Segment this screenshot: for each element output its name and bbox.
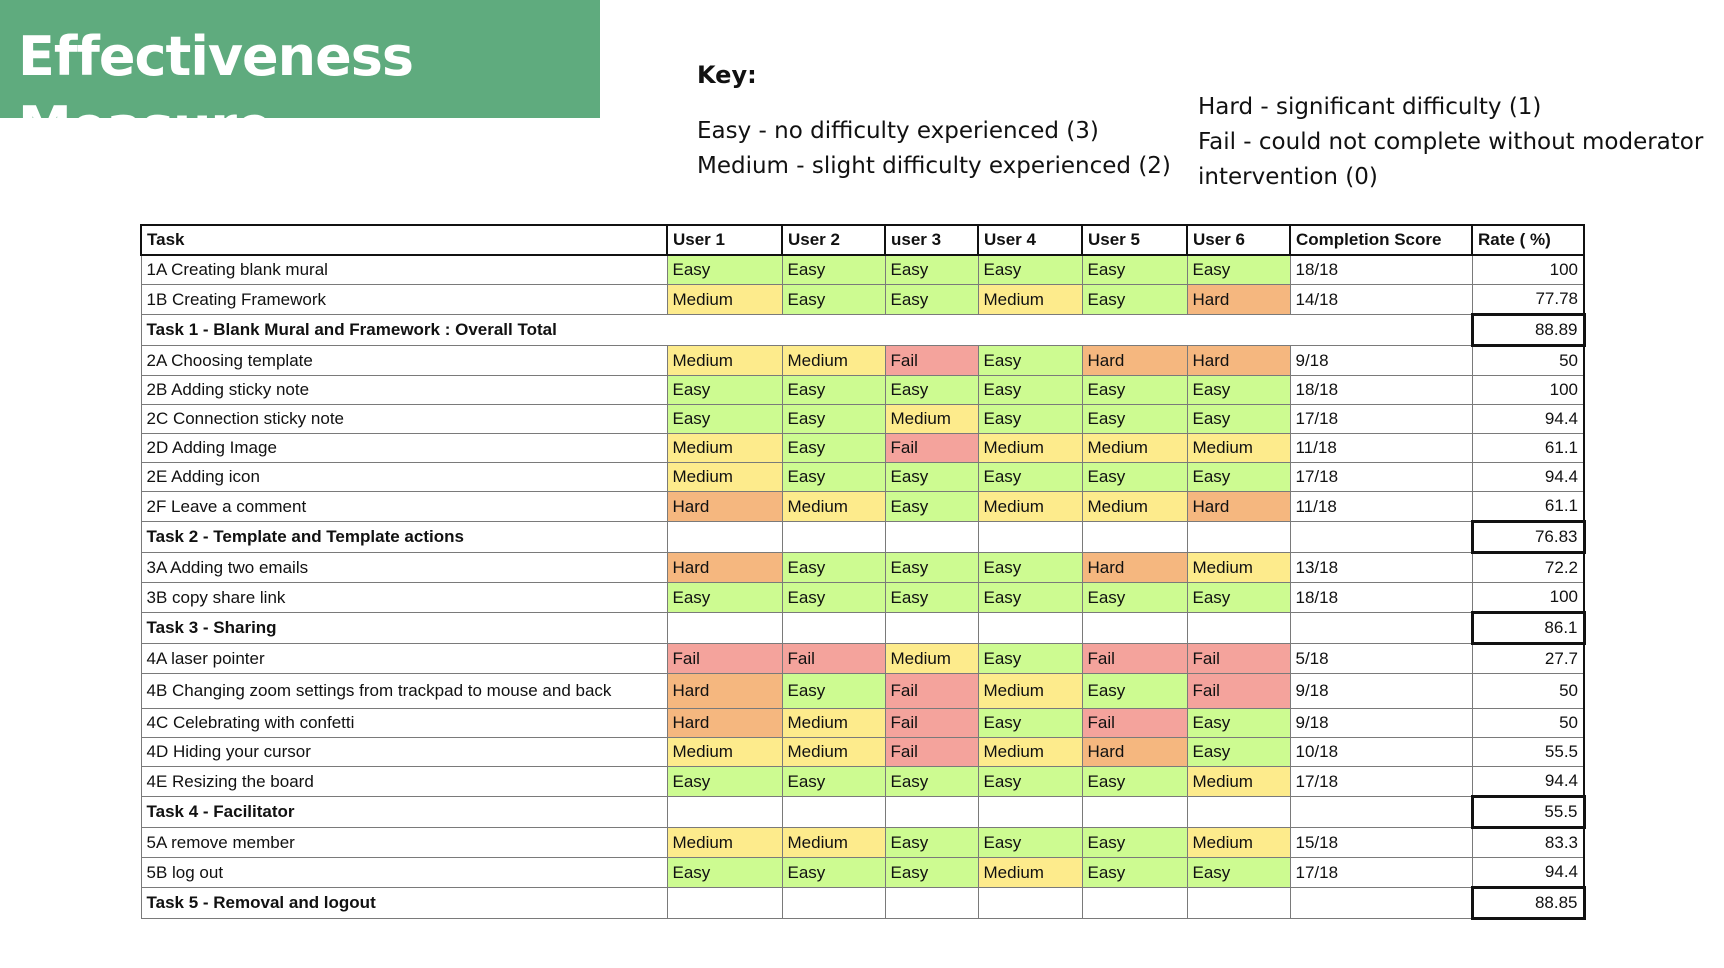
title-banner <box>0 0 600 158</box>
rating-cell: Easy <box>1082 463 1187 492</box>
column-header: user 3 <box>885 225 978 255</box>
empty-cell <box>978 797 1082 828</box>
column-header: User 6 <box>1187 225 1290 255</box>
rating-cell: Fail <box>1187 674 1290 709</box>
total-rate: 55.5 <box>1472 797 1584 828</box>
rating-cell: Medium <box>1187 767 1290 797</box>
completion-score: 18/18 <box>1290 376 1472 405</box>
effectiveness-table <box>140 224 1586 920</box>
key-easy: Easy - no difficulty experienced (3) <box>697 118 1099 144</box>
total-rate: 76.83 <box>1472 522 1584 553</box>
task-name: 4D Hiding your cursor <box>141 738 667 767</box>
column-header: User 4 <box>978 225 1082 255</box>
rate-value: 55.5 <box>1472 738 1584 767</box>
table-row <box>141 492 1584 522</box>
table-row <box>141 674 1584 709</box>
rating-cell: Easy <box>782 434 885 463</box>
empty-cell <box>1290 522 1472 553</box>
table-row <box>141 858 1584 888</box>
completion-score: 17/18 <box>1290 463 1472 492</box>
rating-cell: Medium <box>782 828 885 858</box>
rating-cell: Hard <box>1082 738 1187 767</box>
rating-cell: Medium <box>667 434 782 463</box>
task-name: 3B copy share link <box>141 583 667 613</box>
rating-cell: Easy <box>885 492 978 522</box>
rate-value: 72.2 <box>1472 553 1584 583</box>
rating-cell: Medium <box>1187 828 1290 858</box>
rating-cell: Easy <box>978 463 1082 492</box>
task-total-row <box>141 797 1584 828</box>
rating-cell: Easy <box>782 583 885 613</box>
rating-cell: Easy <box>782 285 885 315</box>
empty-cell <box>1290 888 1472 919</box>
rate-value: 27.7 <box>1472 644 1584 674</box>
completion-score: 15/18 <box>1290 828 1472 858</box>
rate-value: 50 <box>1472 674 1584 709</box>
rating-cell: Fail <box>885 434 978 463</box>
completion-score: 17/18 <box>1290 767 1472 797</box>
rating-cell: Easy <box>667 376 782 405</box>
key-heading: Key: <box>697 61 757 89</box>
table-row <box>141 463 1584 492</box>
empty-cell <box>1187 797 1290 828</box>
rating-cell: Easy <box>885 376 978 405</box>
total-label: Task 2 - Template and Template actions <box>141 522 667 553</box>
rating-cell: Easy <box>1082 376 1187 405</box>
column-header: Task <box>141 225 667 255</box>
empty-cell <box>667 797 782 828</box>
rate-value: 100 <box>1472 583 1584 613</box>
rating-cell: Easy <box>782 858 885 888</box>
rating-cell: Easy <box>1082 285 1187 315</box>
task-total-row <box>141 522 1584 553</box>
rating-cell: Medium <box>1082 434 1187 463</box>
rating-cell: Medium <box>1187 553 1290 583</box>
completion-score: 18/18 <box>1290 255 1472 285</box>
completion-score: 17/18 <box>1290 405 1472 434</box>
table-row <box>141 376 1584 405</box>
column-header: Rate ( %) <box>1472 225 1584 255</box>
completion-score: 9/18 <box>1290 709 1472 738</box>
rating-cell: Easy <box>1082 674 1187 709</box>
empty-cell <box>1082 797 1187 828</box>
empty-cell <box>782 888 885 919</box>
rating-cell: Medium <box>978 674 1082 709</box>
rating-cell: Medium <box>667 738 782 767</box>
rating-cell: Medium <box>667 463 782 492</box>
rating-cell: Easy <box>978 405 1082 434</box>
total-rate: 86.1 <box>1472 613 1584 644</box>
empty-cell <box>667 613 782 644</box>
table-body <box>141 255 1584 919</box>
key-fail-continued: intervention (0) <box>1198 164 1378 190</box>
rating-cell: Medium <box>782 346 885 376</box>
rating-cell: Easy <box>1187 738 1290 767</box>
rating-cell: Easy <box>978 255 1082 285</box>
rating-cell: Medium <box>1082 492 1187 522</box>
rating-cell: Easy <box>1187 463 1290 492</box>
rating-cell: Easy <box>1187 858 1290 888</box>
empty-cell <box>1187 888 1290 919</box>
rating-cell: Fail <box>782 644 885 674</box>
rating-cell: Fail <box>885 346 978 376</box>
rating-cell: Easy <box>1187 405 1290 434</box>
rating-cell: Easy <box>1187 255 1290 285</box>
table-row <box>141 255 1584 285</box>
rating-cell: Hard <box>1187 285 1290 315</box>
rating-cell: Medium <box>782 492 885 522</box>
rate-value: 50 <box>1472 709 1584 738</box>
rating-cell: Easy <box>782 376 885 405</box>
rating-cell: Fail <box>1082 709 1187 738</box>
task-total-row <box>141 613 1584 644</box>
rating-cell: Easy <box>1082 858 1187 888</box>
total-label: Task 1 - Blank Mural and Framework : Overall Total <box>141 315 1472 346</box>
rate-value: 100 <box>1472 376 1584 405</box>
rating-cell: Hard <box>1187 346 1290 376</box>
task-name: 2D Adding Image <box>141 434 667 463</box>
rating-cell: Medium <box>667 828 782 858</box>
rating-cell: Medium <box>885 644 978 674</box>
rate-value: 100 <box>1472 255 1584 285</box>
table-row <box>141 738 1584 767</box>
rating-cell: Medium <box>667 346 782 376</box>
task-total-row <box>141 315 1584 346</box>
rating-cell: Easy <box>885 553 978 583</box>
rating-cell: Easy <box>782 463 885 492</box>
table-row <box>141 346 1584 376</box>
rating-cell: Fail <box>1187 644 1290 674</box>
rate-value: 94.4 <box>1472 767 1584 797</box>
rating-cell: Easy <box>885 767 978 797</box>
empty-cell <box>667 888 782 919</box>
rate-value: 77.78 <box>1472 285 1584 315</box>
rating-cell: Easy <box>978 346 1082 376</box>
rating-cell: Hard <box>667 674 782 709</box>
task-name: 2F Leave a comment <box>141 492 667 522</box>
rating-cell: Fail <box>667 644 782 674</box>
rating-cell: Easy <box>782 405 885 434</box>
task-total-row <box>141 888 1584 919</box>
rating-cell: Easy <box>782 767 885 797</box>
rating-cell: Easy <box>978 709 1082 738</box>
rating-cell: Easy <box>667 858 782 888</box>
rate-value: 61.1 <box>1472 492 1584 522</box>
key-column-right <box>1198 90 1703 195</box>
table-row <box>141 644 1584 674</box>
column-header: User 1 <box>667 225 782 255</box>
rating-cell: Fail <box>885 738 978 767</box>
empty-cell <box>1082 522 1187 553</box>
total-rate: 88.85 <box>1472 888 1584 919</box>
completion-score: 9/18 <box>1290 346 1472 376</box>
rating-cell: Medium <box>782 709 885 738</box>
key-fail: Fail - could not complete without moderator <box>1198 129 1704 155</box>
column-header: User 5 <box>1082 225 1187 255</box>
completion-score: 10/18 <box>1290 738 1472 767</box>
table-row <box>141 553 1584 583</box>
empty-cell <box>978 613 1082 644</box>
rating-cell: Fail <box>885 709 978 738</box>
completion-score: 5/18 <box>1290 644 1472 674</box>
rating-cell: Hard <box>1082 346 1187 376</box>
rating-cell: Medium <box>1187 434 1290 463</box>
rate-value: 50 <box>1472 346 1584 376</box>
empty-cell <box>885 613 978 644</box>
rating-cell: Easy <box>978 767 1082 797</box>
rating-cell: Medium <box>978 285 1082 315</box>
rating-cell: Easy <box>782 674 885 709</box>
task-name: 2E Adding icon <box>141 463 667 492</box>
rating-cell: Easy <box>667 767 782 797</box>
rating-cell: Easy <box>885 828 978 858</box>
total-rate: 88.89 <box>1472 315 1584 346</box>
empty-cell <box>1290 613 1472 644</box>
page-title: Effectiveness Measure <box>18 25 414 158</box>
empty-cell <box>1187 522 1290 553</box>
rate-value: 94.4 <box>1472 405 1584 434</box>
empty-cell <box>885 522 978 553</box>
table-row <box>141 405 1584 434</box>
rating-cell: Easy <box>885 463 978 492</box>
rating-cell: Easy <box>978 828 1082 858</box>
rating-cell: Easy <box>1082 767 1187 797</box>
rating-cell: Easy <box>885 583 978 613</box>
task-name: 5A remove member <box>141 828 667 858</box>
task-name: 1A Creating blank mural <box>141 255 667 285</box>
table-row <box>141 285 1584 315</box>
task-name: 3A Adding two emails <box>141 553 667 583</box>
table-row <box>141 767 1584 797</box>
rating-cell: Fail <box>885 674 978 709</box>
empty-cell <box>667 522 782 553</box>
empty-cell <box>782 797 885 828</box>
empty-cell <box>1082 613 1187 644</box>
completion-score: 14/18 <box>1290 285 1472 315</box>
rate-value: 94.4 <box>1472 463 1584 492</box>
total-label: Task 5 - Removal and logout <box>141 888 667 919</box>
rating-cell: Medium <box>978 738 1082 767</box>
table-header-row <box>141 225 1584 255</box>
completion-score: 18/18 <box>1290 583 1472 613</box>
completion-score: 11/18 <box>1290 434 1472 463</box>
rate-value: 94.4 <box>1472 858 1584 888</box>
column-header: Completion Score <box>1290 225 1472 255</box>
completion-score: 17/18 <box>1290 858 1472 888</box>
completion-score: 9/18 <box>1290 674 1472 709</box>
task-name: 1B Creating Framework <box>141 285 667 315</box>
task-name: 2A Choosing template <box>141 346 667 376</box>
task-name: 4C Celebrating with confetti <box>141 709 667 738</box>
empty-cell <box>782 613 885 644</box>
column-header: User 2 <box>782 225 885 255</box>
task-name: 4E Resizing the board <box>141 767 667 797</box>
rating-cell: Easy <box>978 553 1082 583</box>
rating-cell: Fail <box>1082 644 1187 674</box>
rating-cell: Hard <box>667 553 782 583</box>
rating-cell: Easy <box>1187 376 1290 405</box>
empty-cell <box>978 522 1082 553</box>
table-row <box>141 434 1584 463</box>
rating-cell: Easy <box>1082 255 1187 285</box>
empty-cell <box>978 888 1082 919</box>
empty-cell <box>885 888 978 919</box>
rating-cell: Easy <box>782 553 885 583</box>
empty-cell <box>1290 797 1472 828</box>
empty-cell <box>885 797 978 828</box>
total-label: Task 3 - Sharing <box>141 613 667 644</box>
key-hard: Hard - significant difficulty (1) <box>1198 94 1542 120</box>
rating-cell: Medium <box>978 858 1082 888</box>
key-medium: Medium - slight difficulty experienced (2) <box>697 153 1171 179</box>
rating-cell: Easy <box>885 858 978 888</box>
table-row <box>141 828 1584 858</box>
rating-cell: Easy <box>1082 405 1187 434</box>
rating-cell: Easy <box>978 376 1082 405</box>
rating-cell: Easy <box>667 405 782 434</box>
rating-cell: Hard <box>1082 553 1187 583</box>
rating-cell: Medium <box>782 738 885 767</box>
rating-cell: Medium <box>885 405 978 434</box>
rate-value: 61.1 <box>1472 434 1584 463</box>
key-column-left <box>697 114 1171 184</box>
empty-cell <box>1082 888 1187 919</box>
rating-cell: Hard <box>1187 492 1290 522</box>
rating-cell: Hard <box>667 492 782 522</box>
rating-cell: Medium <box>667 285 782 315</box>
empty-cell <box>1187 613 1290 644</box>
rating-cell: Easy <box>885 255 978 285</box>
rating-cell: Easy <box>978 644 1082 674</box>
rating-cell: Easy <box>885 285 978 315</box>
empty-cell <box>782 522 885 553</box>
rating-cell: Easy <box>1082 583 1187 613</box>
rating-cell: Easy <box>978 583 1082 613</box>
task-name: 5B log out <box>141 858 667 888</box>
rating-cell: Easy <box>782 255 885 285</box>
rating-cell: Easy <box>667 583 782 613</box>
task-name: 4A laser pointer <box>141 644 667 674</box>
completion-score: 11/18 <box>1290 492 1472 522</box>
task-name: 2C Connection sticky note <box>141 405 667 434</box>
rate-value: 83.3 <box>1472 828 1584 858</box>
rating-cell: Easy <box>1187 709 1290 738</box>
rating-cell: Hard <box>667 709 782 738</box>
rating-cell: Easy <box>1082 828 1187 858</box>
completion-score: 13/18 <box>1290 553 1472 583</box>
rating-cell: Medium <box>978 434 1082 463</box>
table-row <box>141 709 1584 738</box>
rating-cell: Easy <box>667 255 782 285</box>
rating-cell: Easy <box>1187 583 1290 613</box>
task-name: 4B Changing zoom settings from trackpad to mouse and back <box>141 674 667 709</box>
table-row <box>141 583 1584 613</box>
task-name: 2B Adding sticky note <box>141 376 667 405</box>
total-label: Task 4 - Facilitator <box>141 797 667 828</box>
rating-cell: Medium <box>978 492 1082 522</box>
